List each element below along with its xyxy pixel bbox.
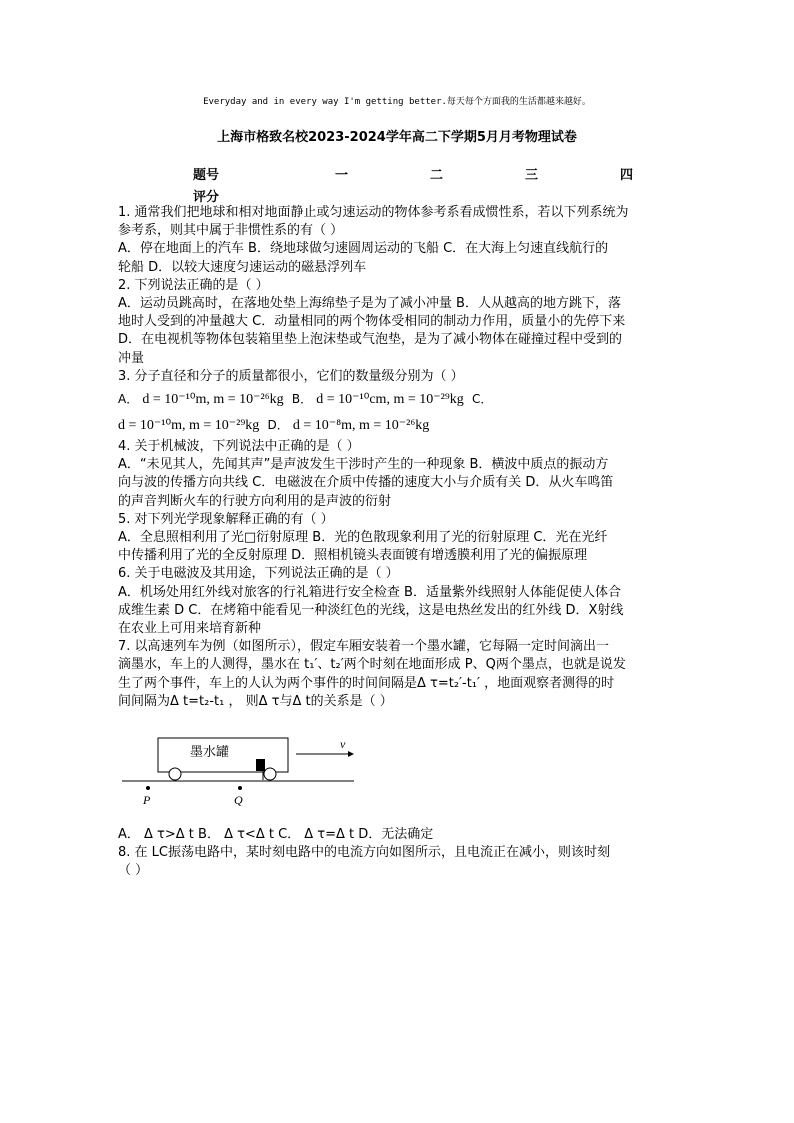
text-line: 地时人受到的冲量越大 C．动量相同的两个物体受相同的制动力作用，质量小的先停下来: [118, 314, 626, 330]
text-line: 7. 以高速列车为例（如图所示），假定车厢安装着一个墨水罐，它每隔一定时间滴出一: [118, 639, 610, 655]
q3-option-a-formula: d = 10⁻¹⁰m, m = 10⁻²⁶kg: [142, 392, 284, 408]
velocity-arrow-head: [348, 751, 354, 757]
point-q-label: Q: [234, 793, 243, 807]
point-p-label: P: [143, 793, 151, 807]
q3-option-d-formula: d = 10⁻⁸m, m = 10⁻²⁶kg: [292, 418, 430, 434]
score-table-col-4: 四: [620, 168, 634, 183]
text-line: 4. 关于机械波，下列说法中正确的是（ ）: [118, 439, 360, 455]
text-line: 6. 关于电磁波及其用途，下列说法正确的是（ ）: [118, 566, 399, 582]
ink-dot-q: [238, 786, 242, 790]
question-content: [118, 204, 678, 711]
text-line: 的声音判断火车的行驶方向利用的是声波的衍射: [118, 493, 392, 509]
text-line: 成维生素 D C．在烤箱中能看见一种淡红色的光线，这是电热丝发出的红外线 D．X射线: [118, 602, 624, 618]
score-table-score-label: 评分: [193, 190, 220, 205]
text-line: A．“未见其人，先闻其声”是声波发生干涉时产生的一种现象 B．横波中质点的振动方: [118, 457, 609, 473]
ink-tank-label: 墨水罐: [190, 745, 230, 760]
text-line: A．停在地面上的汽车 B．绕地球做匀速圆周运动的飞船 C．在大海上匀速直线航行的: [118, 241, 609, 257]
text-line: 参考系，则其中属于非惯性系的有（ ）: [118, 223, 344, 239]
score-table-col-1: 一: [335, 168, 349, 183]
text-line: 1. 通常我们把地球和相对地面静止或匀速运动的物体参考系看成惯性系，若以下列系统为: [118, 205, 629, 220]
exam-title: 上海市格致名校2023-2024学年高二下学期5月月考物理试卷: [217, 130, 577, 145]
wheel-left: [169, 768, 181, 780]
text-line: 生了两个事件，车上的人认为两个事件的时间间隔是Δ τ=t₂′-t₁′ ，地面观察者测得的时: [118, 675, 615, 691]
q3-option-a-label: A．: [118, 392, 139, 407]
text-line: 8. 在 LC振荡电路中，某时刻电路中的电流方向如图所示，且电流正在减小，则该时刻: [118, 845, 610, 861]
train-diagram-svg: [118, 730, 368, 816]
score-table-row-label: 题号: [193, 168, 220, 183]
q3-option-c-label: C．: [471, 392, 493, 407]
q3-options-row-1: [118, 386, 678, 412]
q3-option-d-label: D．: [267, 418, 289, 433]
text-line: 3. 分子直径和分子的质量都很小，它们的数量级分别为（ ）: [118, 368, 464, 384]
velocity-label: v: [340, 737, 346, 751]
q3-options-row-2: [118, 412, 678, 438]
score-table-col-3: 三: [525, 168, 539, 183]
train-ink-diagram: [118, 730, 368, 816]
score-table: [0, 164, 794, 204]
ink-tank: [256, 759, 265, 771]
page-header-tagline: Everyday and in every way I'm getting better.每天每个方面我的生活都越来越好。: [203, 97, 591, 107]
text-line: 中传播利用了光的全反射原理 D．照相机镜头表面镀有增透膜利用了光的偏振原理: [118, 548, 588, 564]
text-line: A． Δ τ>Δ t B． Δ τ<Δ t C． Δ τ=Δ t D．无法确定: [118, 827, 434, 842]
q3-option-b-label: B．: [291, 392, 313, 407]
ink-dot-p: [146, 786, 150, 790]
text-line: 在农业上可用来培育新种: [118, 621, 262, 637]
text-line: A．运动员跳高时，在落地处垫上海绵垫子是为了减小冲量 B．人从越高的地方跳下，落: [118, 296, 621, 312]
text-line: D．在电视机等物体包装箱里垫上泡沫垫或气泡垫，是为了减小物体在碰撞过程中受到的: [118, 332, 623, 348]
wheel-right: [264, 768, 276, 780]
text-line: 轮船 D．以较大速度匀速运动的磁悬浮列车: [118, 259, 367, 275]
text-line: A．机场处用红外线对旅客的行礼箱进行安全检查 B．适量紫外线照射人体能促使人体合: [118, 584, 621, 600]
text-line: A．全息照相利用了光□衍射原理 B．光的色散现象利用了光的衍射原理 C．光在光纤: [118, 530, 608, 546]
text-line: 间间隔为Δ t=t₂-t₁ ， 则Δ τ与Δ t的关系是（ ）: [118, 693, 393, 709]
text-line: 向与波的传播方向共线 C．电磁波在介质中传播的速度大小与介质有关 D．从火车鸣笛: [118, 475, 614, 491]
q3-option-c-formula: d = 10⁻¹⁰m, m = 10⁻²⁹kg: [118, 418, 260, 434]
text-line: 滴墨水，车上的人测得，墨水在 t₁′、t₂′两个时刻在地面形成 P、Q两个墨点，也就是说发: [118, 657, 626, 673]
text-line: 2. 下列说法正确的是（ ）: [118, 277, 269, 293]
q3-option-b-formula: d = 10⁻¹⁰cm, m = 10⁻²⁹kg: [316, 392, 464, 408]
text-line: 冲量: [118, 350, 145, 366]
text-line: （ ）: [118, 863, 149, 879]
score-table-col-2: 二: [430, 168, 444, 183]
question-content-continued: [118, 826, 678, 881]
text-line: 5. 对下列光学现象解释正确的有（ ）: [118, 511, 334, 527]
